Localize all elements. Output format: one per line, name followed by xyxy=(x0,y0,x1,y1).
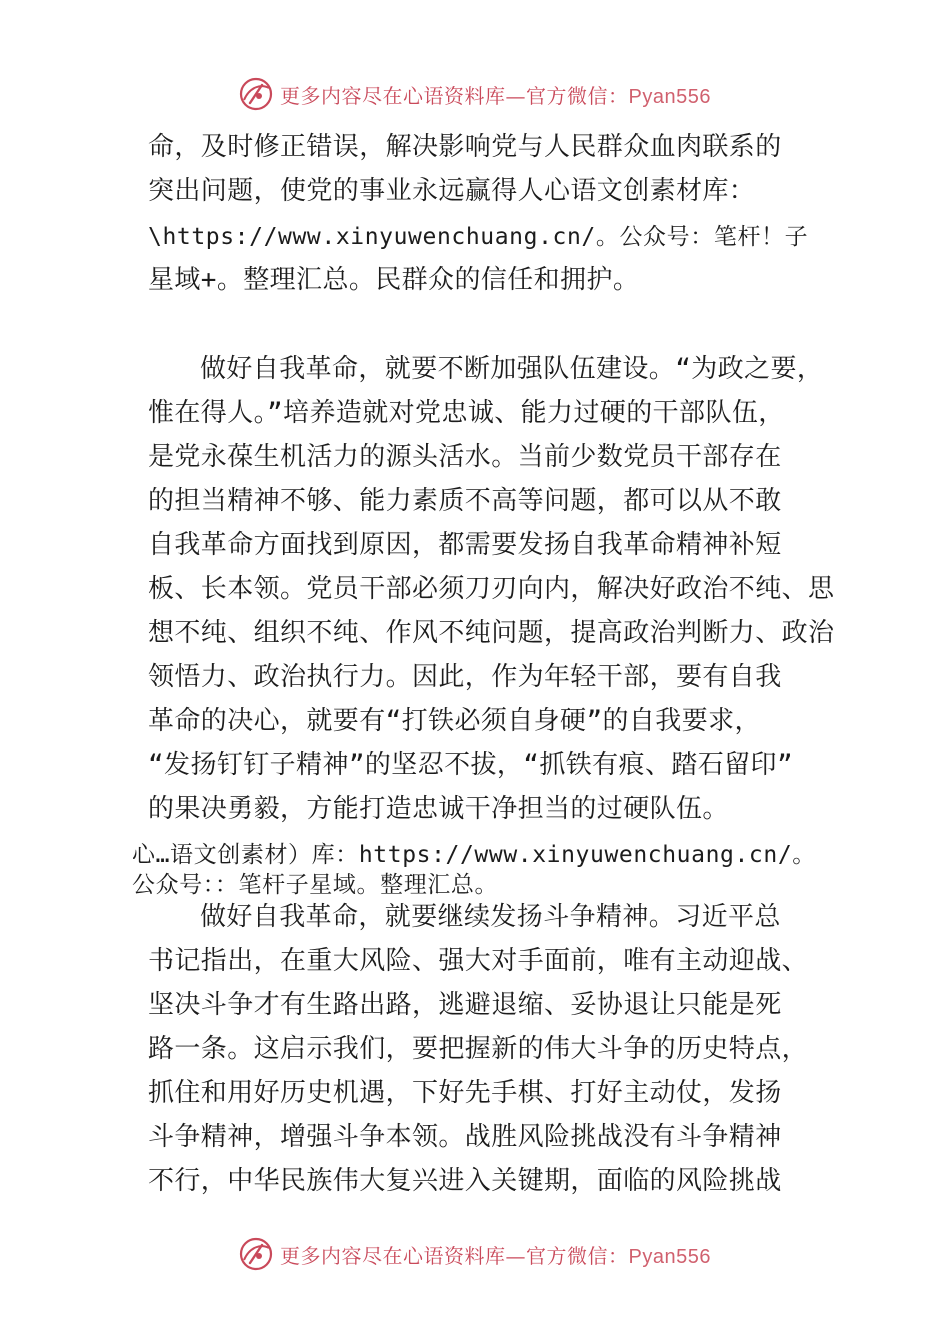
watermark-line: 心…语文创素材）库：https://www.xinyuwenchuang.cn/。 xyxy=(132,842,816,868)
paragraph-start-line: 做好自我革命，就要继续发扬斗争精神。习近平总 xyxy=(200,902,781,932)
text-line: 惟在得人。”培养造就对党忠诚、能力过硬的干部队伍， xyxy=(148,398,785,428)
text-line: 坚决斗争才有生路出路，逃避退缩、妥协退让只能是死 xyxy=(148,990,782,1020)
text-line: 的担当精神不够、能力素质不高等问题，都可以从不敢 xyxy=(148,486,782,516)
text-line: 领悟力、政治执行力。因此，作为年轻干部，要有自我 xyxy=(148,662,782,692)
text-line: 想不纯、组织不纯、作风不纯问题，提高政治判断力、政治 xyxy=(148,618,835,648)
text-line: 板、长本领。党员干部必须刀刃向内，解决好政治不纯、思 xyxy=(148,574,835,604)
text-line: 革命的决心，就要有“打铁必须自身硬”的自我要求， xyxy=(148,706,761,736)
xinyu-logo-icon xyxy=(238,76,274,112)
footer-banner xyxy=(0,1234,950,1274)
text-line: 斗争精神，增强斗争本领。战胜风险挑战没有斗争精神 xyxy=(148,1122,782,1152)
text-line: \https://www.xinyuwenchuang.cn/。公众号：笔杆！子 xyxy=(148,224,809,250)
header-banner-text: 更多内容尽在心语资料库—官方微信：Pyan556 xyxy=(280,83,711,108)
text-line: 命，及时修正错误，解决影响党与人民群众血肉联系的 xyxy=(148,132,782,162)
footer-banner-text: 更多内容尽在心语资料库—官方微信：Pyan556 xyxy=(280,1243,711,1268)
text-line: 路一条。这启示我们，要把握新的伟大斗争的历史特点， xyxy=(148,1034,809,1064)
text-line: 自我革命方面找到原因，都需要发扬自我革命精神补短 xyxy=(148,530,782,560)
text-line: 抓住和用好历史机遇，下好先手棋、打好主动仗，发扬 xyxy=(148,1078,782,1108)
text-line: 书记指出，在重大风险、强大对手面前，唯有主动迎战、 xyxy=(148,946,809,976)
text-line: 的果决勇毅，方能打造忠诚干净担当的过硬队伍。 xyxy=(148,794,729,824)
xinyu-logo-icon xyxy=(238,1236,274,1272)
text-line: 突出问题，使党的事业永远赢得人心语文创素材库： xyxy=(148,176,756,206)
text-line: 是党永葆生机活力的源头活水。当前少数党员干部存在 xyxy=(148,442,782,472)
text-line: 不行，中华民族伟大复兴进入关键期，面临的风险挑战 xyxy=(148,1166,782,1196)
header-banner xyxy=(0,74,950,114)
paragraph-start-line: 做好自我革命，就要不断加强队伍建设。“为政之要， xyxy=(200,354,824,384)
watermark-line: 公众号：：笔杆子星域。整理汇总。 xyxy=(132,872,499,898)
text-line: “发扬钉钉子精神”的坚忍不拔，“抓铁有痕、踏石留印” xyxy=(148,750,794,780)
text-line: 星域+。整理汇总。民群众的信任和拥护。 xyxy=(148,265,640,295)
